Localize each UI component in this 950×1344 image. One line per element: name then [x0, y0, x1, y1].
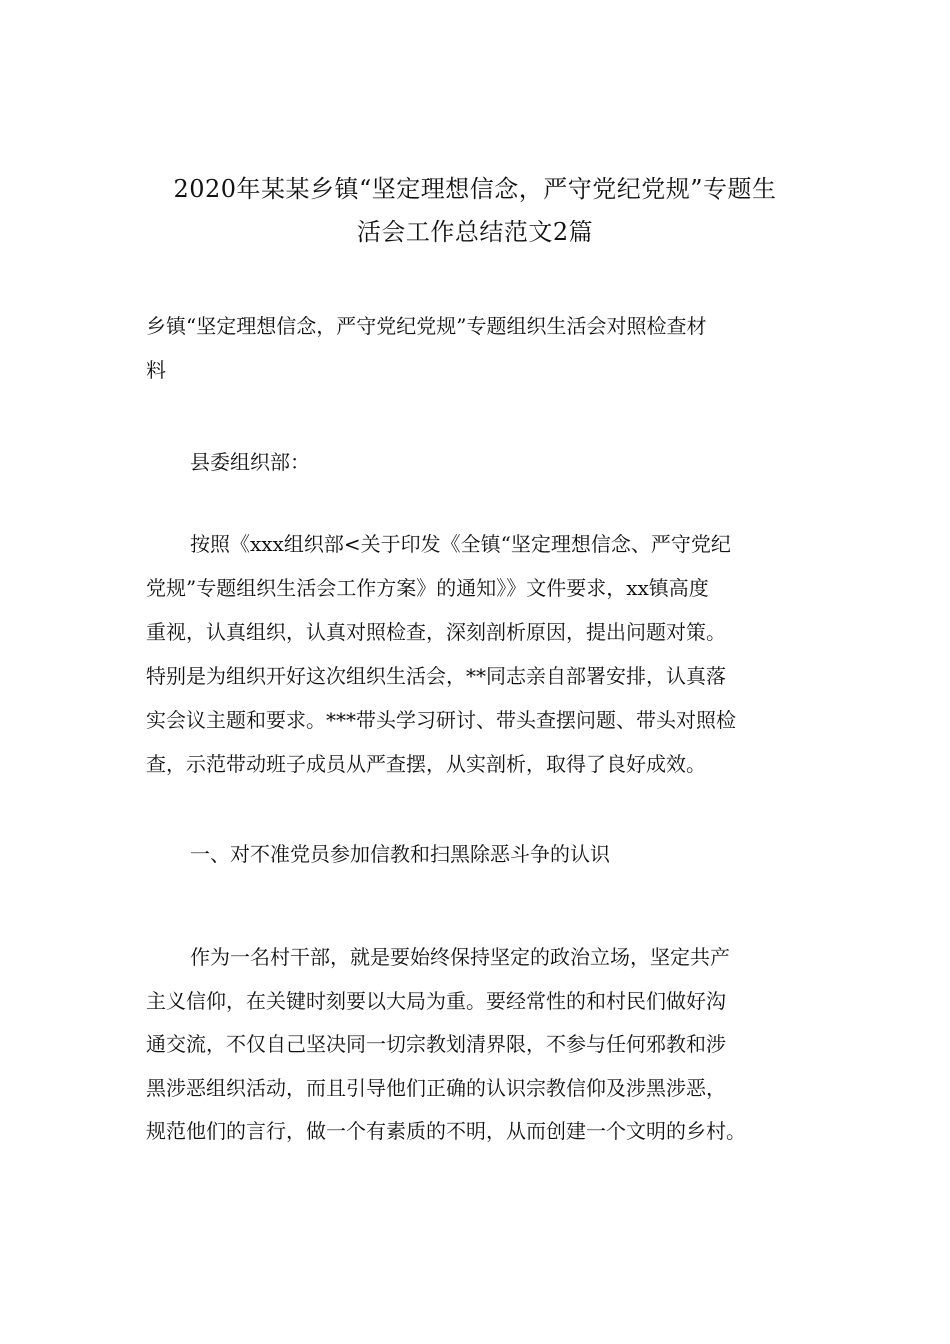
title-line: 活会工作总结范文2篇	[356, 218, 594, 246]
paragraph-line: 规范他们的言行，做一个有素质的不明，从而创建一个文明的乡村。	[146, 1119, 746, 1143]
paragraph	[146, 522, 826, 786]
salutation	[146, 440, 826, 484]
paragraph-line: 黑涉恶组织活动，而且引导他们正确的认识宗教信仰及涉黑涉恶，	[146, 1075, 726, 1100]
paragraph-line: 通交流，不仅自己坚决同一切宗教划清界限，不参与任何邪教和涉	[146, 1032, 726, 1056]
subtitle-line: 乡镇“坚定理想信念，严守党纪党规”专题组织生活会对照检查材	[146, 314, 707, 338]
section-heading-text: 一、对不准党员参加信教和扫黑除恶斗争的认识	[190, 842, 610, 866]
paragraph-line: 作为一名村干部，就是要始终保持坚定的政治立场，坚定共产	[190, 945, 730, 969]
subtitle-line: 料	[146, 358, 166, 382]
salutation-text: 县委组织部：	[190, 450, 310, 474]
title-line: 2020年某某乡镇“坚定理想信念，严守党纪党规”专题生	[173, 175, 777, 203]
paragraph-line: 实会议主题和要求。***带头学习研讨、带头查摆问题、带头对照检	[146, 708, 736, 732]
paragraph-line: 特别是为组织开好这次组织生活会，**同志亲自部署安排，认真落	[146, 664, 726, 688]
paragraph	[146, 936, 826, 1154]
section-heading	[146, 832, 826, 876]
paragraph-line: 查，示范带动班子成员从严查摆，从实剖析，取得了良好成效。	[146, 752, 706, 776]
paragraph-line: 主义信仰，在关键时刻要以大局为重。要经常性的和村民们做好沟	[146, 988, 726, 1013]
document-title	[130, 168, 820, 254]
paragraph-line: 党规”专题组织生活会工作方案》的通知》》文件要求，xx镇高度	[146, 576, 709, 600]
paragraph-line: 按照《xxx组织部<关于印发《全镇“坚定理想信念、严守党纪	[190, 532, 731, 556]
document-subtitle	[146, 304, 826, 392]
paragraph-line: 重视，认真组织，认真对照检查，深刻剖析原因，提出问题对策。	[146, 620, 726, 644]
